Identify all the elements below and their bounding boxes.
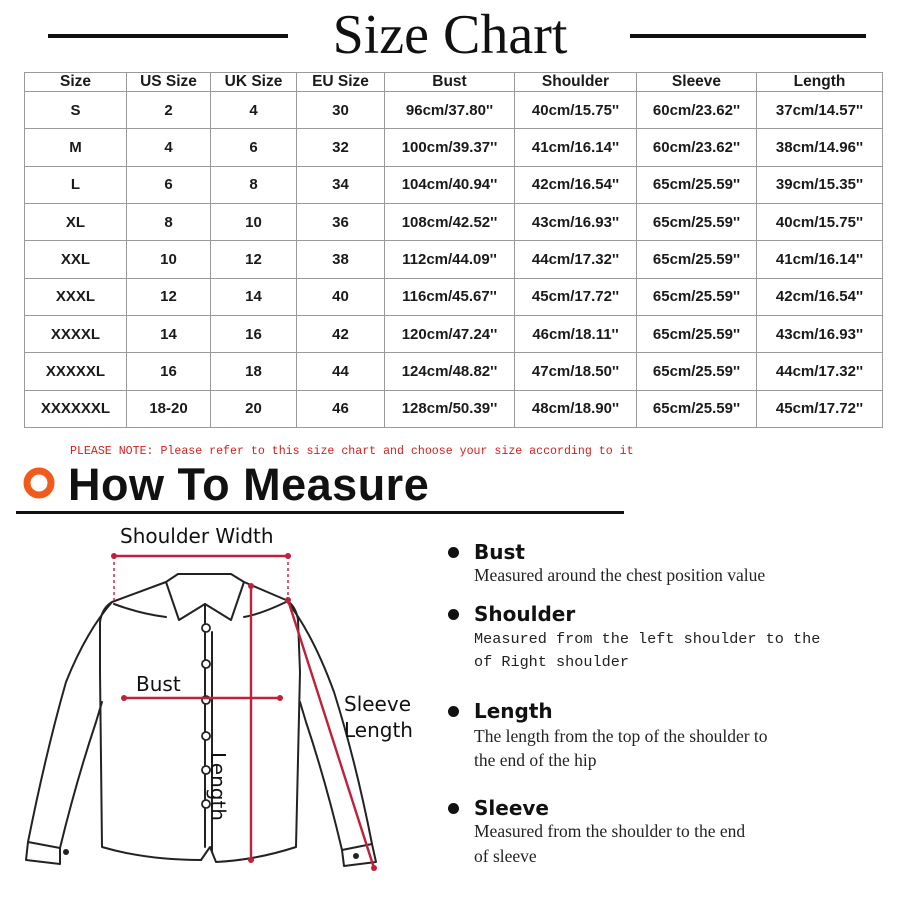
cell-sleeve: 65cm/25.59'' — [637, 203, 757, 240]
table-row — [25, 129, 883, 166]
measure-desc: of Right shoulder — [474, 653, 629, 671]
col-header-length: Length — [757, 73, 883, 92]
measure-desc: Measured around the chest position value — [474, 565, 766, 585]
cell-shoulder: 45cm/17.72'' — [515, 278, 637, 315]
cell-us-size: 14 — [127, 315, 211, 352]
cell-shoulder: 44cm/17.32'' — [515, 241, 637, 278]
cell-us-size: 2 — [127, 92, 211, 129]
table-row — [25, 166, 883, 203]
cell-bust: 112cm/44.09'' — [385, 241, 515, 278]
cell-sleeve: 65cm/25.59'' — [637, 278, 757, 315]
cell-shoulder: 48cm/18.90'' — [515, 390, 637, 427]
cell-shoulder: 43cm/16.93'' — [515, 203, 637, 240]
table-row — [25, 278, 883, 315]
cell-sleeve: 60cm/23.62'' — [637, 129, 757, 166]
cell-sleeve: 65cm/25.59'' — [637, 353, 757, 390]
col-header-us-size: US Size — [127, 73, 211, 92]
cell-uk-size: 16 — [211, 315, 297, 352]
circle-ring-icon — [22, 466, 56, 500]
size-chart-table — [24, 72, 883, 428]
table-row — [25, 315, 883, 352]
cell-eu-size: 40 — [297, 278, 385, 315]
title-rule-right — [630, 34, 866, 38]
cell-length: 44cm/17.32'' — [757, 353, 883, 390]
cell-us-size: 12 — [127, 278, 211, 315]
cell-length: 39cm/15.35'' — [757, 166, 883, 203]
measure-desc: of sleeve — [474, 846, 537, 866]
how-to-measure-title: How To Measure — [68, 459, 430, 510]
cell-uk-size: 20 — [211, 390, 297, 427]
cell-uk-size: 10 — [211, 203, 297, 240]
cell-bust: 128cm/50.39'' — [385, 390, 515, 427]
cell-bust: 100cm/39.37'' — [385, 129, 515, 166]
cell-size: XXL — [25, 241, 127, 278]
label-bust: Bust — [136, 672, 181, 696]
label-sleeve-line2: Length — [344, 718, 413, 742]
cell-size: XXXL — [25, 278, 127, 315]
table-row — [25, 390, 883, 427]
cell-eu-size: 46 — [297, 390, 385, 427]
cell-size: XXXXXL — [25, 353, 127, 390]
cell-sleeve: 65cm/25.59'' — [637, 241, 757, 278]
cell-sleeve: 65cm/25.59'' — [637, 166, 757, 203]
cell-size: XXXXXXL — [25, 390, 127, 427]
measure-title: Sleeve — [474, 796, 549, 820]
measure-desc: Measured from the shoulder to the end — [474, 821, 746, 841]
cell-uk-size: 14 — [211, 278, 297, 315]
cell-eu-size: 38 — [297, 241, 385, 278]
cell-size: XL — [25, 203, 127, 240]
table-row — [25, 92, 883, 129]
cell-size: L — [25, 166, 127, 203]
cell-size: XXXXL — [25, 315, 127, 352]
cell-sleeve: 60cm/23.62'' — [637, 92, 757, 129]
cell-us-size: 10 — [127, 241, 211, 278]
cell-bust: 120cm/47.24'' — [385, 315, 515, 352]
cell-length: 41cm/16.14'' — [757, 241, 883, 278]
cell-length: 37cm/14.57'' — [757, 92, 883, 129]
cell-sleeve: 65cm/25.59'' — [637, 315, 757, 352]
bullet-icon — [448, 547, 459, 558]
col-header-uk-size: UK Size — [211, 73, 297, 92]
how-to-measure-rule — [16, 511, 624, 514]
label-sleeve-line1: Sleeve — [344, 692, 412, 716]
label-shoulder-width: Shoulder Width — [120, 524, 274, 548]
col-header-bust: Bust — [385, 73, 515, 92]
cell-uk-size: 8 — [211, 166, 297, 203]
cell-length: 40cm/15.75'' — [757, 203, 883, 240]
label-length: Length — [206, 752, 230, 821]
cell-size: S — [25, 92, 127, 129]
col-header-sleeve: Sleeve — [637, 73, 757, 92]
cell-eu-size: 36 — [297, 203, 385, 240]
cell-size: M — [25, 129, 127, 166]
cell-uk-size: 6 — [211, 129, 297, 166]
measure-desc: The length from the top of the shoulder to — [474, 726, 768, 746]
cell-us-size: 18-20 — [127, 390, 211, 427]
cell-length: 43cm/16.93'' — [757, 315, 883, 352]
cell-shoulder: 47cm/18.50'' — [515, 353, 637, 390]
col-header-shoulder: Shoulder — [515, 73, 637, 92]
shirt-illustration — [16, 522, 436, 882]
cell-shoulder: 46cm/18.11'' — [515, 315, 637, 352]
cell-eu-size: 42 — [297, 315, 385, 352]
measure-title: Shoulder — [474, 602, 576, 626]
col-header-size: Size — [25, 73, 127, 92]
cell-sleeve: 65cm/25.59'' — [637, 390, 757, 427]
cell-bust: 104cm/40.94'' — [385, 166, 515, 203]
bullet-icon — [448, 706, 459, 717]
cell-eu-size: 32 — [297, 129, 385, 166]
bullet-icon — [448, 803, 459, 814]
cell-eu-size: 44 — [297, 353, 385, 390]
cell-shoulder: 42cm/16.54'' — [515, 166, 637, 203]
cell-bust: 124cm/48.82'' — [385, 353, 515, 390]
cell-bust: 108cm/42.52'' — [385, 203, 515, 240]
cell-uk-size: 4 — [211, 92, 297, 129]
cell-shoulder: 41cm/16.14'' — [515, 129, 637, 166]
cell-length: 38cm/14.96'' — [757, 129, 883, 166]
size-note: PLEASE NOTE: Please refer to this size chart and choose your size according to it — [70, 445, 634, 458]
cell-bust: 96cm/37.80'' — [385, 92, 515, 129]
page-title: Size Chart — [332, 4, 568, 66]
cell-uk-size: 18 — [211, 353, 297, 390]
cell-us-size: 6 — [127, 166, 211, 203]
cell-shoulder: 40cm/15.75'' — [515, 92, 637, 129]
col-header-eu-size: EU Size — [297, 73, 385, 92]
cell-us-size: 4 — [127, 129, 211, 166]
table-row — [25, 353, 883, 390]
table-header-row — [25, 73, 883, 92]
cell-us-size: 8 — [127, 203, 211, 240]
measure-title: Bust — [474, 540, 525, 564]
cell-length: 45cm/17.72'' — [757, 390, 883, 427]
cell-length: 42cm/16.54'' — [757, 278, 883, 315]
cell-eu-size: 30 — [297, 92, 385, 129]
measure-title: Length — [474, 699, 553, 723]
cell-uk-size: 12 — [211, 241, 297, 278]
table-row — [25, 203, 883, 240]
measure-desc: Measured from the left shoulder to the — [474, 630, 821, 648]
measure-desc: the end of the hip — [474, 750, 597, 770]
cell-us-size: 16 — [127, 353, 211, 390]
cell-eu-size: 34 — [297, 166, 385, 203]
bullet-icon — [448, 609, 459, 620]
table-row — [25, 241, 883, 278]
cell-bust: 116cm/45.67'' — [385, 278, 515, 315]
